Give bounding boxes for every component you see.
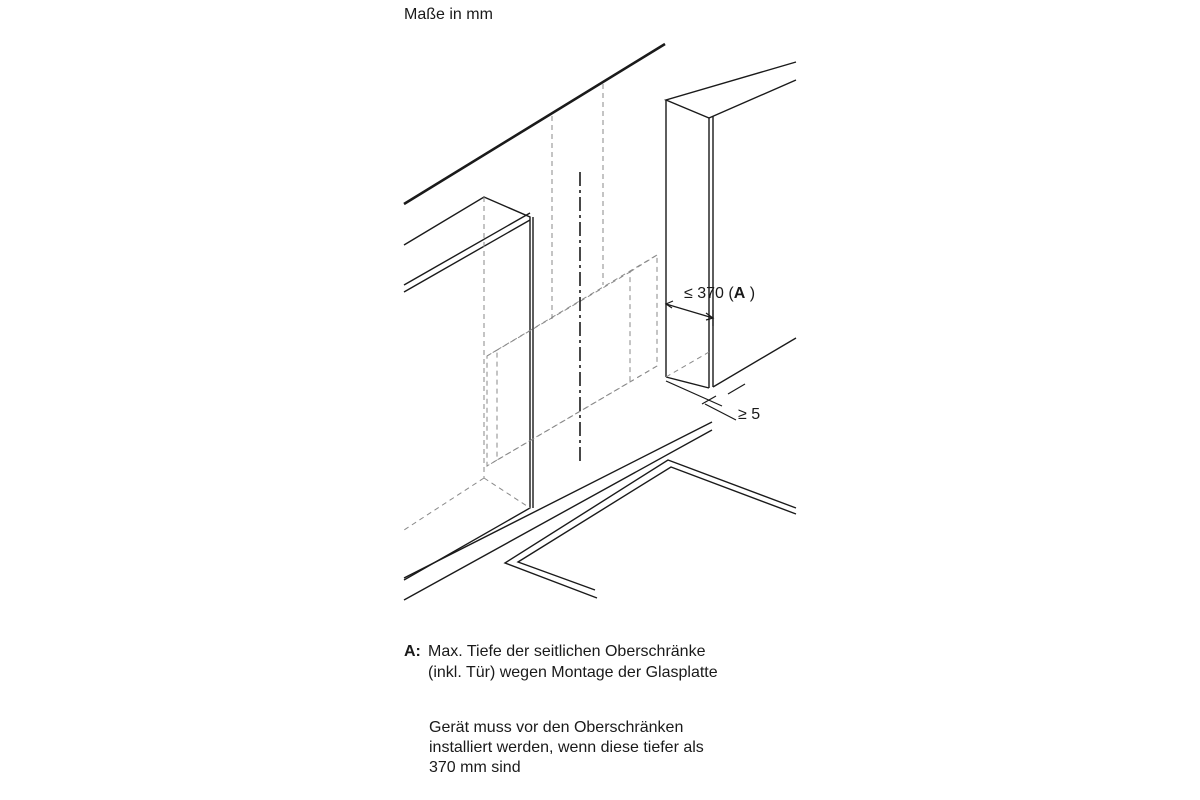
install-note: Gerät muss vor den Oberschränken installiert werden, wenn diese tiefer als 370 mm sind [429, 719, 704, 776]
depth-dimension-line [666, 301, 713, 326]
depth-label-prefix: ≤ 370 ( [684, 285, 734, 302]
depth-label-suffix: ) [745, 285, 756, 302]
left-cabinet-hidden-edges [404, 197, 530, 530]
hood-chimney-hidden [552, 84, 603, 322]
hood-glass-plate-hidden [487, 255, 657, 466]
worktop [404, 422, 712, 600]
depth-dimension-label [684, 285, 755, 302]
right-cabinet-hidden-edges [666, 352, 709, 377]
cooktop-outline [505, 460, 796, 598]
gap-dimension-label: ≥ 5 [738, 406, 761, 423]
note-a-key: A: [404, 643, 421, 660]
right-wall-cabinet [666, 62, 796, 388]
note-a-text: Max. Tiefe der seitlichen Oberschränke (inkl. Tür) wegen Montage der Glasplatte [428, 643, 718, 681]
ceiling-line [404, 44, 665, 204]
note-a [404, 641, 718, 683]
depth-label-ref: A [733, 285, 746, 302]
units-label: Maße in mm [404, 6, 493, 23]
